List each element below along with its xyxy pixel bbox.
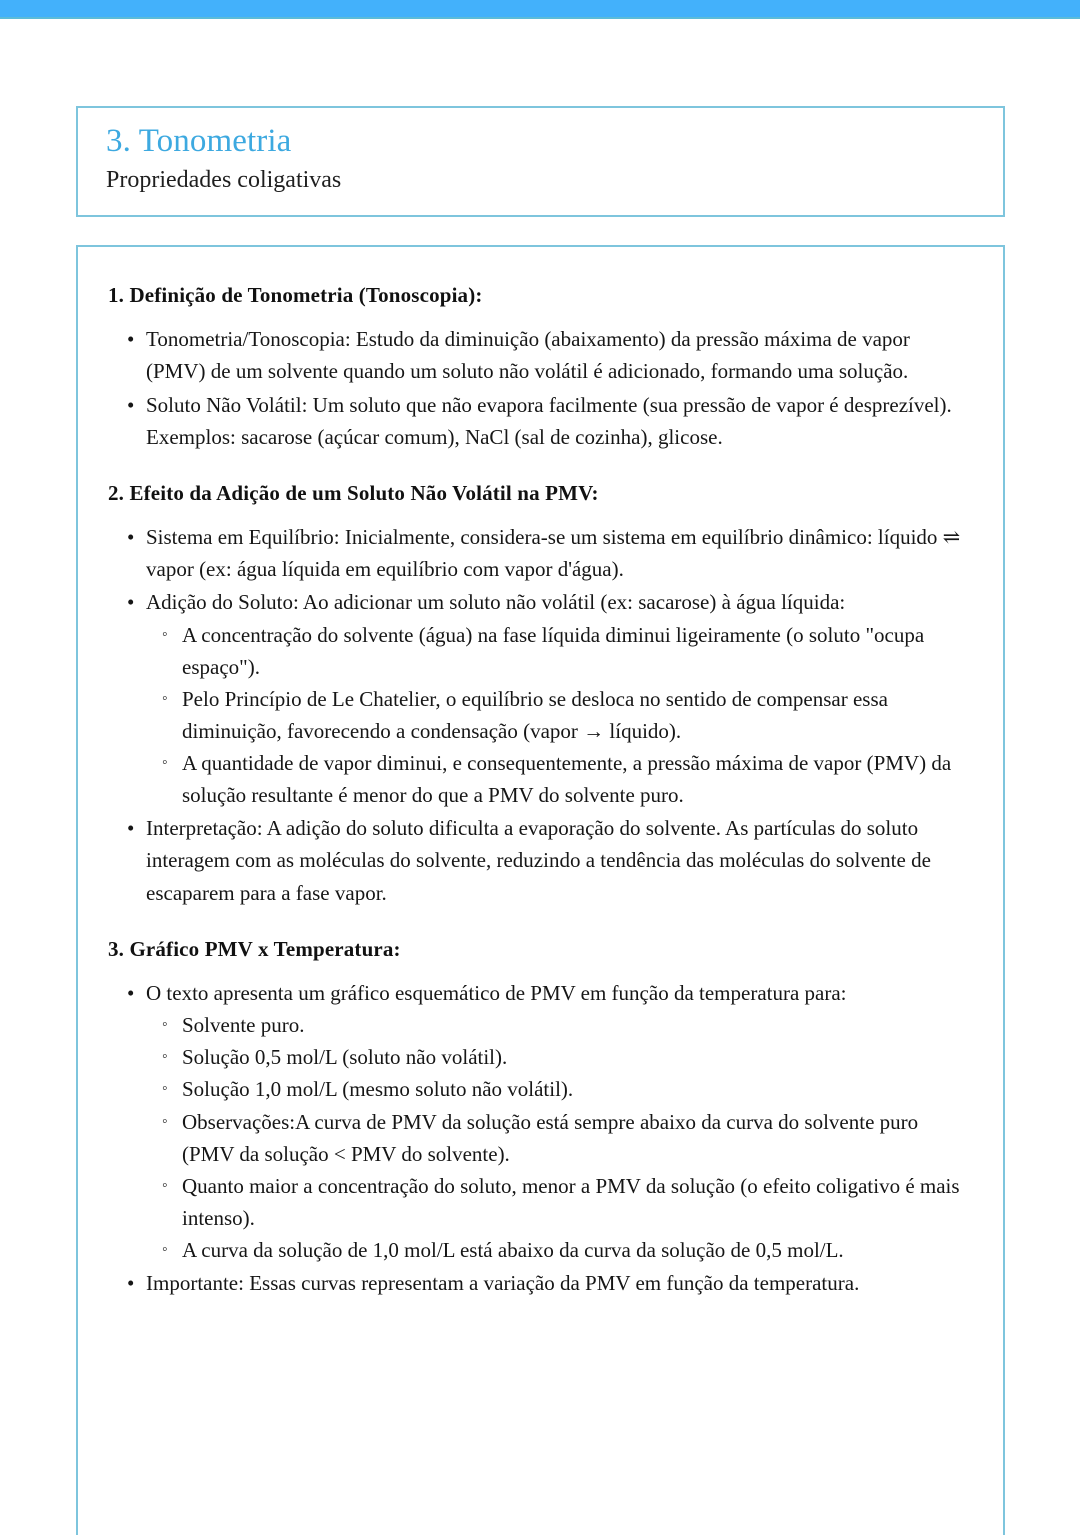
section-block (108, 935, 969, 1300)
list-item-text: Interpretação: A adição do soluto dificulta a evaporação do solvente. As partículas do soluto interagem com as moléculas do solvente, reduzindo a tendência das moléculas do solvente de escaparem para a fase vapor. (146, 816, 931, 905)
list-item (108, 812, 969, 908)
bullet-ring-icon: ◦ (162, 1048, 168, 1066)
list-item (108, 1267, 969, 1299)
section-heading: 3. Gráfico PMV x Temperatura: (108, 936, 401, 961)
section-heading: 2. Efeito da Adição de um Soluto Não Volátil na PMV: (108, 480, 599, 505)
sub-bullet-list (146, 619, 969, 812)
bullet-dot-icon: • (127, 327, 135, 352)
sub-list-item-text: Solução 1,0 mol/L (mesmo soluto não volátil). (182, 1077, 574, 1102)
list-item-text: Adição do Soluto: Ao adicionar um soluto não volátil (ex: sacarose) à água líquida: (146, 590, 846, 615)
sub-list-item (146, 1234, 969, 1266)
sub-list-item-text: Observações:A curva de PMV da solução está sempre abaixo da curva do solvente puro (PMV da solução < PMV do solvente). (182, 1109, 919, 1166)
sub-list-item-text: A concentração do solvente (água) na fase líquida diminui ligeiramente (o soluto "ocupa espaço"). (182, 622, 925, 679)
sub-list-item (146, 1106, 969, 1170)
document-page (0, 19, 1080, 1528)
bullet-ring-icon: ◦ (162, 625, 168, 643)
title-card-inner (78, 108, 1003, 195)
bullet-list (108, 521, 969, 909)
sub-list-item-text: Pelo Princípio de Le Chatelier, o equilíbrio se desloca no sentido de compensar essa diminuição, favorecendo a condensação (vapor → líquido). (182, 686, 888, 743)
sub-list-item-text: Solvente puro. (182, 1013, 305, 1038)
sub-list-item-text: A quantidade de vapor diminui, e consequentemente, a pressão máxima de vapor (PMV) da solução resultante é menor do que a PMV do solvente puro. (182, 751, 952, 808)
list-item (108, 586, 969, 811)
bullet-dot-icon: • (127, 1271, 135, 1296)
sub-list-item (146, 1073, 969, 1105)
sub-list-item (146, 1041, 969, 1073)
content-card (76, 245, 1005, 1535)
bullet-list (108, 323, 969, 453)
section-block (108, 281, 969, 453)
sub-bullet-list (146, 1009, 969, 1266)
sub-list-item (146, 747, 969, 811)
title-card (76, 106, 1005, 217)
bullet-dot-icon: • (127, 590, 135, 615)
bullet-list (108, 977, 969, 1299)
bullet-ring-icon: ◦ (162, 1016, 168, 1034)
section-heading: 1. Definição de Tonometria (Tonoscopia): (108, 283, 483, 307)
bullet-ring-icon: ◦ (162, 1176, 168, 1194)
bullet-ring-icon: ◦ (162, 1080, 168, 1098)
bullet-dot-icon: • (127, 816, 135, 841)
list-item-text: Sistema em Equilíbrio: Inicialmente, considera-se um sistema em equilíbrio dinâmico: líquido ⇌ vapor (ex: água líquida em equilíbrio com vapor d'água). (146, 525, 961, 582)
page-subtitle: Propriedades coligativas (106, 167, 342, 194)
bullet-dot-icon: • (127, 981, 135, 1006)
sub-list-item-text: Quanto maior a concentração do soluto, menor a PMV da solução (o efeito coligativo é mais intenso). (182, 1173, 960, 1230)
content-body (78, 247, 1003, 1299)
sub-list-item (146, 683, 969, 747)
list-item (108, 323, 969, 387)
bullet-ring-icon: ◦ (162, 689, 168, 707)
bullet-ring-icon: ◦ (162, 754, 168, 772)
bullet-dot-icon: • (127, 525, 135, 550)
section-block (108, 479, 969, 909)
sub-list-item (146, 619, 969, 683)
list-item-text: Tonometria/Tonoscopia: Estudo da diminuição (abaixamento) da pressão máxima de vapor (PMV) de um solvente quando um soluto não volátil é adicionado, formando uma solução. (146, 327, 910, 384)
bullet-ring-icon: ◦ (162, 1112, 168, 1130)
list-item-text: O texto apresenta um gráfico esquemático de PMV em função da temperatura para: (146, 981, 847, 1006)
sub-list-item (146, 1009, 969, 1041)
top-accent-bar (0, 0, 1080, 19)
list-item (108, 389, 969, 453)
sub-list-item (146, 1170, 969, 1234)
sub-list-item-text: A curva da solução de 1,0 mol/L está abaixo da curva da solução de 0,5 mol/L. (182, 1238, 844, 1263)
list-item-text: Soluto Não Volátil: Um soluto que não evapora facilmente (sua pressão de vapor é desprezível). Exemplos: sacarose (açúcar comum), NaCl (sal de cozinha), glicose. (146, 392, 952, 449)
list-item (108, 977, 969, 1266)
bullet-ring-icon: ◦ (162, 1241, 168, 1259)
list-item-text: Importante: Essas curvas representam a variação da PMV em função da temperatura. (146, 1271, 860, 1296)
page-title: 3. Tonometria (106, 123, 292, 159)
bullet-dot-icon: • (127, 392, 135, 417)
list-item (108, 521, 969, 585)
sub-list-item-text: Solução 0,5 mol/L (soluto não volátil). (182, 1045, 508, 1070)
